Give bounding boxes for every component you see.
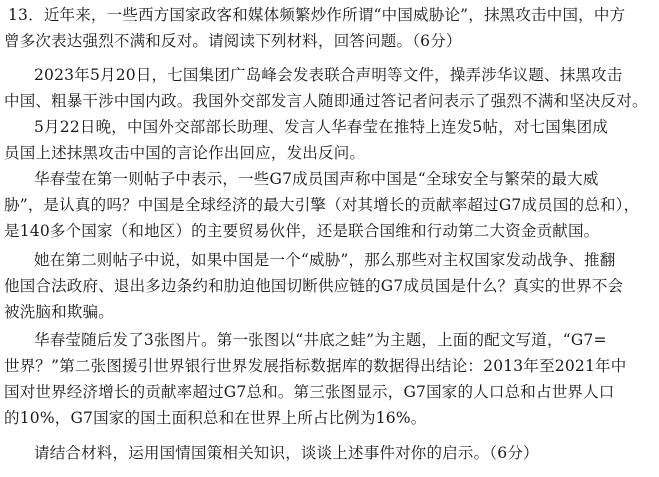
question-header-line-1: 13．近年来，一些西方国家政客和媒体频繁炒作所谓“中国威胁论”，抹黑攻击中国，中方 xyxy=(8,6,626,24)
material-paragraph-3-line-1: 华春莹在第一则帖子中表示，一些G7成员国声称中国是“全球安全与繁荣的最大威 xyxy=(34,170,599,188)
task-prompt: 请结合材料，运用国情国策相关知识，谈谈上述事件对你的启示。（6分） xyxy=(34,444,539,462)
material-paragraph-2-line-2: 员国上述抹黑攻击中国的言论作出回应，发出反问。 xyxy=(4,144,366,162)
material-paragraph-4-line-2: 他国合法政府、退出多边条约和肋迫他国切断供应链的G7成员国是什么？真实的世界不会 xyxy=(4,277,624,295)
material-paragraph-5-line-4: 的10%，G7国家的国土面积总和在世界上所占比例为16%。 xyxy=(4,409,427,427)
material-paragraph-3-line-3: 是140多个国家（和地区）的主要贸易伙伴，还是联合国维和行动第二大资金贡献国。 xyxy=(4,222,600,240)
material-paragraph-5-line-2: 世界？”第二张图援引世界银行世界发展指标数据库的数据得出结论：2013年至2021年中 xyxy=(4,357,627,375)
material-paragraph-3-line-2: 胁”，是认真的吗？中国是全球经济的最大引擎（对其增长的贡献率超过G7成员国的总和）， xyxy=(4,196,640,214)
material-paragraph-2-line-1: 5月22日晚，中国外交部部长助理、发言人华春莹在推特上连发5帖，对七国集团成 xyxy=(34,118,609,136)
material-paragraph-4-line-1: 她在第二则帖子中说，如果中国是一个“威胁”，那么那些对主权国家发动战争、推翻 xyxy=(34,251,616,269)
material-paragraph-4-line-3: 被洗脑和欺骗。 xyxy=(4,303,114,321)
material-paragraph-1-line-1: 2023年5月20日，七国集团广岛峰会发表联合声明等文件，操弄涉华议题、抹黑攻击 xyxy=(34,66,623,84)
material-paragraph-1-line-2: 中国、粗暴干涉中国内政。我国外交部发言人随即通过答记者问表示了强烈不满和坚决反对。 xyxy=(4,92,648,110)
question-header-line-2: 曾多次表达强烈不满和反对。请阅读下列材料，回答问题。（6分） xyxy=(4,32,462,50)
material-paragraph-5-line-3: 国对世界经济增长的贡献率超过G7总和。第三张图显示，G7国家的人口总和占世界人口 xyxy=(4,383,615,401)
material-paragraph-5-line-1: 华春莹随后发了3张图片。第一张图以“井底之蛙”为主题，上面的配文写道，“G7= xyxy=(34,331,607,349)
